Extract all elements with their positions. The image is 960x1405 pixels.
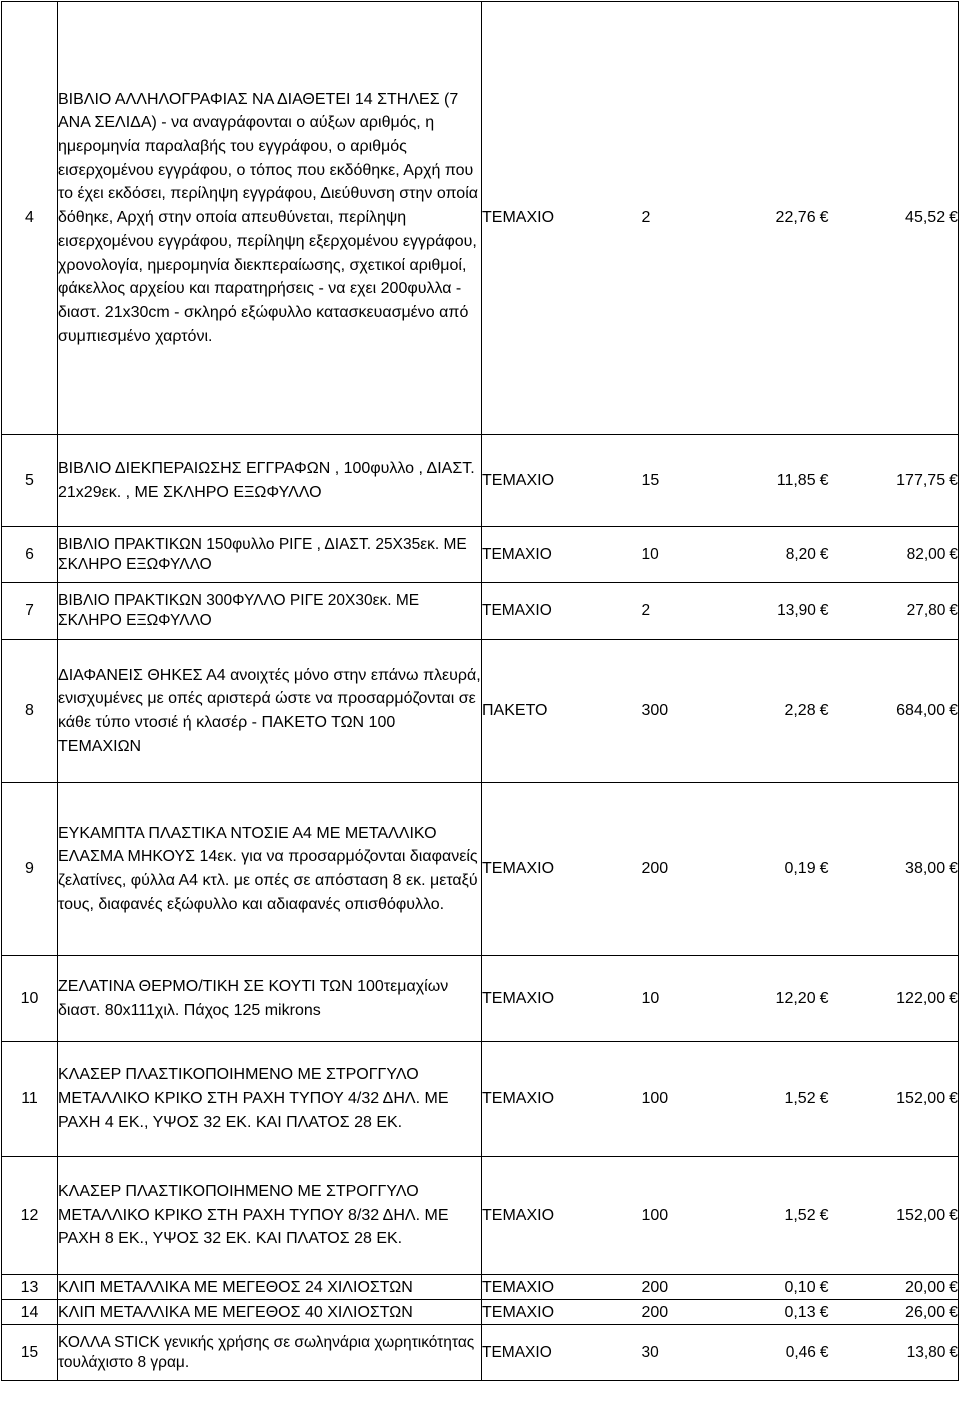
row-number: 14 [2, 1300, 58, 1325]
unit-of-measure: ΤΕΜΑΧΙΟ [482, 435, 642, 527]
line-total [829, 1157, 959, 1275]
unit-price-value: 1,52 [784, 1206, 816, 1224]
table-row [2, 583, 959, 640]
unit-price-value: 11,85 [776, 471, 816, 489]
line-total [829, 435, 959, 527]
row-number: 4 [2, 2, 58, 435]
item-description: ΚΛΙΠ ΜΕΤΑΛΛΙΚΑ ΜΕ ΜΕΓΕΘΟΣ 24 ΧΙΛΙΟΣΤΩΝ [58, 1275, 482, 1300]
table-row [2, 1300, 959, 1325]
line-total [829, 783, 959, 956]
euro-sign: € [819, 1343, 829, 1361]
table-row [2, 956, 959, 1042]
quantity: 300 [642, 640, 732, 783]
euro-sign: € [949, 471, 958, 489]
unit-of-measure: ΤΕΜΑΧΙΟ [482, 527, 642, 583]
line-total-value: 45,52 [905, 209, 946, 227]
unit-price-value: 13,90 [777, 602, 816, 619]
table-row [2, 435, 959, 527]
item-description: ΖΕΛΑΤΙΝΑ ΘΕΡΜΟ/ΤΙΚΗ ΣΕ ΚΟΥΤΙ ΤΩΝ 100τεμαχίων διαστ. 80x111χιλ. Πάχος 125 mikrons [58, 956, 482, 1042]
unit-price-value: 12,20 [775, 989, 816, 1007]
euro-sign: € [949, 545, 958, 563]
table-row [2, 1325, 959, 1381]
line-total [829, 583, 959, 640]
line-total-value: 684,00 [896, 702, 946, 720]
line-total-value: 177,75 [896, 471, 946, 489]
unit-of-measure: ΠΑΚΕΤΟ [482, 640, 642, 783]
euro-sign: € [949, 602, 958, 619]
item-description: ΔΙΑΦΑΝΕΙΣ ΘΗΚΕΣ Α4 ανοιχτές μόνο στην επάνω πλευρά, ενισχυμένες με οπές αριστερά ώστε να προσαρμόζονται σε κάθε τύπο ντοσιέ ή κλασέρ - ΠΑΚΕΤΟ ΤΩΝ 100 ΤΕΜΑΧΙΩΝ [58, 640, 482, 783]
quantity: 200 [642, 1275, 732, 1300]
row-number: 6 [2, 527, 58, 583]
line-total-value: 152,00 [896, 1090, 946, 1108]
unit-price [732, 435, 829, 527]
euro-sign: € [819, 1303, 829, 1321]
unit-of-measure: ΤΕΜΑΧΙΟ [482, 1300, 642, 1325]
line-total-value: 13,80 [906, 1343, 946, 1361]
item-description: ΒΙΒΛΙΟ ΠΡΑΚΤΙΚΩΝ 150φυλλο ΡΙΓΕ , ΔΙΑΣΤ. 25Χ35εκ. ΜΕ ΣΚΛΗΡΟ ΕΞΩΦΥΛΛΟ [58, 527, 482, 583]
quantity: 100 [642, 1157, 732, 1275]
row-number: 13 [2, 1275, 58, 1300]
item-description: ΒΙΒΛΙΟ ΠΡΑΚΤΙΚΩΝ 300ΦΥΛΛΟ ΡΙΓΕ 20Χ30εκ. ΜΕ ΣΚΛΗΡΟ ΕΞΩΦΥΛΛΟ [58, 583, 482, 640]
unit-price [732, 640, 829, 783]
row-number: 15 [2, 1325, 58, 1381]
items-table [1, 1, 959, 1381]
line-total-value: 122,00 [896, 989, 946, 1007]
quantity: 2 [642, 583, 732, 640]
euro-sign: € [949, 1343, 958, 1361]
table-row [2, 1042, 959, 1157]
row-number: 10 [2, 956, 58, 1042]
line-total [829, 1275, 959, 1300]
item-description: ΕΥΚΑΜΠΤΑ ΠΛΑΣΤΙΚΑ ΝΤΟΣΙΕ Α4 ΜΕ ΜΕΤΑΛΛΙΚΟ ΕΛΑΣΜΑ ΜΗΚΟΥΣ 14εκ. για να προσαρμόζονται διαφανείς ζελατίνες, φύλλα Α4 κτλ. με οπές σε απόσταση 8 εκ. μεταξύ τους, διαφανές εξώφυλλο και αδιαφανές οπισθόφυλλο. [58, 783, 482, 956]
unit-price [732, 1042, 829, 1157]
table-row [2, 640, 959, 783]
unit-price [732, 583, 829, 640]
line-total [829, 527, 959, 583]
line-total-value: 38,00 [905, 860, 946, 878]
line-total-value: 27,80 [906, 602, 946, 619]
line-total [829, 1300, 959, 1325]
item-description: ΚΛΑΣΕΡ ΠΛΑΣΤΙΚΟΠΟΙΗΜΕΝΟ ΜΕ ΣΤΡΟΓΓΥΛΟ ΜΕΤΑΛΛΙΚΟ ΚΡΙΚΟ ΣΤΗ ΡΑΧΗ ΤΥΠΟΥ 4/32 ΔΗΛ. ΜΕ ΡΑΧΗ 4 ΕΚ., ΥΨΟΣ 32 ΕΚ. ΚΑΙ ΠΛΑΤΟΣ 28 ΕΚ. [58, 1042, 482, 1157]
row-number: 5 [2, 435, 58, 527]
euro-sign: € [949, 702, 958, 720]
unit-price-value: 1,52 [784, 1090, 816, 1108]
line-total-value: 152,00 [896, 1206, 946, 1224]
unit-of-measure: ΤΕΜΑΧΙΟ [482, 1042, 642, 1157]
quantity: 2 [642, 2, 732, 435]
unit-price [732, 1275, 829, 1300]
line-total [829, 640, 959, 783]
euro-sign: € [819, 471, 829, 489]
euro-sign: € [949, 1278, 958, 1296]
unit-of-measure: ΤΕΜΑΧΙΟ [482, 956, 642, 1042]
item-description: ΒΙΒΛΙΟ ΑΛΛΗΛΟΓΡΑΦΙΑΣ ΝΑ ΔΙΑΘΕΤΕΙ 14 ΣΤΗΛΕΣ (7 ΑΝΑ ΣΕΛΙΔΑ) - να αναγράφονται ο αύξων αριθμός, η ημερομηνία παραλαβής του εγγράφου, ο αριθμός εισερχομένου εγγράφου, ο τόπος που εκδόθηκε, Αρχή που το έχει εκδόσει, περίληψη εγγράφου, Διεύθυνση στην οποία δόθηκε, Αρχή στην οποία απευθύνεται, περίληψη εισερχομένου εγγράφου, περίληψη εξερχομένου εγγράφου, χρονολογία, ημερομηνία διεκπεραίωσης, σχετικοί αριθμοί, φάκελλος αρχείου και παρατηρήσεις - να εχει 200φυλλα - διαστ. 21x30cm - σκληρό εξώφυλλο κατασκευασμένο από συμπιεσμένο χαρτόνι. [58, 2, 482, 435]
table-row [2, 1157, 959, 1275]
table-row [2, 2, 959, 435]
euro-sign: € [949, 209, 958, 227]
quantity: 10 [642, 527, 732, 583]
euro-sign: € [819, 1206, 829, 1224]
unit-of-measure: ΤΕΜΑΧΙΟ [482, 1275, 642, 1300]
line-total-value: 82,00 [906, 545, 946, 563]
line-total [829, 1325, 959, 1381]
line-total [829, 2, 959, 435]
unit-price-value: 22,76 [775, 209, 816, 227]
row-number: 11 [2, 1042, 58, 1157]
quantity: 30 [642, 1325, 732, 1381]
row-number: 8 [2, 640, 58, 783]
unit-price-value: 0,13 [784, 1303, 816, 1321]
euro-sign: € [819, 602, 829, 619]
euro-sign: € [819, 1278, 829, 1296]
euro-sign: € [949, 1090, 958, 1108]
line-total-value: 20,00 [905, 1278, 946, 1296]
unit-of-measure: ΤΕΜΑΧΙΟ [482, 783, 642, 956]
item-description: ΚΛΑΣΕΡ ΠΛΑΣΤΙΚΟΠΟΙΗΜΕΝΟ ΜΕ ΣΤΡΟΓΓΥΛΟ ΜΕΤΑΛΛΙΚΟ ΚΡΙΚΟ ΣΤΗ ΡΑΧΗ ΤΥΠΟΥ 8/32 ΔΗΛ. ΜΕ ΡΑΧΗ 8 ΕΚ., ΥΨΟΣ 32 ΕΚ. ΚΑΙ ΠΛΑΤΟΣ 28 ΕΚ. [58, 1157, 482, 1275]
euro-sign: € [819, 209, 829, 227]
unit-price [732, 956, 829, 1042]
euro-sign: € [819, 545, 829, 563]
unit-of-measure: ΤΕΜΑΧΙΟ [482, 583, 642, 640]
euro-sign: € [819, 989, 829, 1007]
quantity: 200 [642, 783, 732, 956]
items-table-body [2, 2, 959, 1381]
line-total [829, 1042, 959, 1157]
table-row [2, 783, 959, 956]
row-number: 9 [2, 783, 58, 956]
unit-price [732, 1325, 829, 1381]
unit-price [732, 1157, 829, 1275]
euro-sign: € [819, 702, 829, 720]
item-description: ΒΙΒΛΙΟ ΔΙΕΚΠΕΡΑΙΩΣΗΣ ΕΓΓΡΑΦΩΝ , 100φυλλο , ΔΙΑΣΤ. 21x29εκ. , ΜΕ ΣΚΛΗΡΟ ΕΞΩΦΥΛΛΟ [58, 435, 482, 527]
quantity: 100 [642, 1042, 732, 1157]
line-total [829, 956, 959, 1042]
unit-price-value: 0,19 [784, 860, 816, 878]
table-row [2, 527, 959, 583]
unit-price-value: 0,46 [785, 1343, 816, 1361]
unit-price [732, 1300, 829, 1325]
quantity: 200 [642, 1300, 732, 1325]
quantity: 15 [642, 435, 732, 527]
euro-sign: € [819, 860, 829, 878]
unit-price-value: 8,20 [785, 545, 816, 563]
quantity: 10 [642, 956, 732, 1042]
table-row [2, 1275, 959, 1300]
unit-price [732, 527, 829, 583]
row-number: 12 [2, 1157, 58, 1275]
euro-sign: € [819, 1090, 829, 1108]
euro-sign: € [949, 860, 958, 878]
euro-sign: € [949, 989, 958, 1007]
unit-price-value: 2,28 [784, 702, 816, 720]
unit-of-measure: ΤΕΜΑΧΙΟ [482, 2, 642, 435]
unit-price [732, 2, 829, 435]
unit-of-measure: ΤΕΜΑΧΙΟ [482, 1157, 642, 1275]
row-number: 7 [2, 583, 58, 640]
item-description: ΚΟΛΛΑ STICK γενικής χρήσης σε σωληνάρια χωρητικότητας τουλάχιστο 8 γραμ. [58, 1325, 482, 1381]
line-total-value: 26,00 [905, 1303, 946, 1321]
unit-of-measure: ΤΕΜΑΧΙΟ [482, 1325, 642, 1381]
euro-sign: € [949, 1206, 958, 1224]
euro-sign: € [949, 1303, 958, 1321]
item-description: ΚΛΙΠ ΜΕΤΑΛΛΙΚΑ ΜΕ ΜΕΓΕΘΟΣ 40 ΧΙΛΙΟΣΤΩΝ [58, 1300, 482, 1325]
unit-price-value: 0,10 [784, 1278, 816, 1296]
unit-price [732, 783, 829, 956]
